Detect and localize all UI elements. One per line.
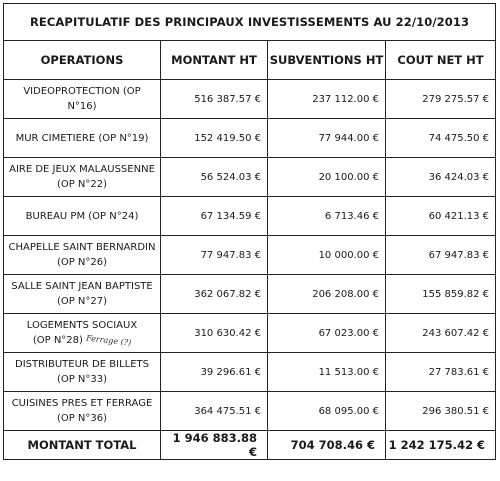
montant-cell: 364 475.51 € <box>161 392 268 431</box>
table-row <box>4 392 496 431</box>
cout-cell: 27 783.61 € <box>386 353 496 392</box>
montant-cell: 310 630.42 € <box>161 314 268 353</box>
montant-cell: 516 387.57 € <box>161 80 268 119</box>
subventions-cell: 10 000.00 € <box>268 236 386 275</box>
subventions-cell: 20 100.00 € <box>268 158 386 197</box>
subventions-cell: 68 095.00 € <box>268 392 386 431</box>
table-row <box>4 314 496 353</box>
montant-cell: 152 419.50 € <box>161 119 268 158</box>
investment-summary-sheet <box>3 3 495 477</box>
table-row <box>4 158 496 197</box>
table-row <box>4 80 496 119</box>
operation-cell: CHAPELLE SAINT BERNARDIN (OP N°26) <box>4 236 161 275</box>
subventions-cell: 67 023.00 € <box>268 314 386 353</box>
montant-cell: 362 067.82 € <box>161 275 268 314</box>
operation-cell: AIRE DE JEUX MALAUSSENNE (OP N°22) <box>4 158 161 197</box>
cout-cell: 243 607.42 € <box>386 314 496 353</box>
cout-cell: 36 424.03 € <box>386 158 496 197</box>
montant-cell: 67 134.59 € <box>161 197 268 236</box>
subventions-cell: 6 713.46 € <box>268 197 386 236</box>
cout-cell: 296 380.51 € <box>386 392 496 431</box>
header-subventions: SUBVENTIONS HT <box>268 41 386 80</box>
operation-cell: BUREAU PM (OP N°24) <box>4 197 161 236</box>
handwritten-note: Ferrage (?) <box>85 333 132 348</box>
operation-cell: MUR CIMETIERE (OP N°19) <box>4 119 161 158</box>
table-row <box>4 236 496 275</box>
total-subventions: 704 708.46 € <box>268 431 386 460</box>
operation-cell: DISTRIBUTEUR DE BILLETS (OP N°33) <box>4 353 161 392</box>
operation-cell: LOGEMENTS SOCIAUX (OP N°28) Ferrage (?) <box>4 314 161 353</box>
operation-cell: SALLE SAINT JEAN BAPTISTE (OP N°27) <box>4 275 161 314</box>
header-montant: MONTANT HT <box>161 41 268 80</box>
cout-cell: 60 421.13 € <box>386 197 496 236</box>
table-row <box>4 119 496 158</box>
total-cout: 1 242 175.42 € <box>386 431 496 460</box>
table-row <box>4 197 496 236</box>
cout-cell: 67 947.83 € <box>386 236 496 275</box>
table-row <box>4 275 496 314</box>
cout-cell: 155 859.82 € <box>386 275 496 314</box>
cout-cell: 74 475.50 € <box>386 119 496 158</box>
header-cout: COUT NET HT <box>386 41 496 80</box>
subventions-cell: 206 208.00 € <box>268 275 386 314</box>
total-label: MONTANT TOTAL <box>4 431 161 460</box>
table-title: RECAPITULATIF DES PRINCIPAUX INVESTISSEMENTS AU 22/10/2013 <box>4 4 496 41</box>
montant-cell: 56 524.03 € <box>161 158 268 197</box>
operation-cell: CUISINES PRES ET FERRAGE (OP N°36) <box>4 392 161 431</box>
subventions-cell: 11 513.00 € <box>268 353 386 392</box>
cout-cell: 279 275.57 € <box>386 80 496 119</box>
table-row <box>4 353 496 392</box>
subventions-cell: 77 944.00 € <box>268 119 386 158</box>
operation-cell: VIDEOPROTECTION (OP N°16) <box>4 80 161 119</box>
subventions-cell: 237 112.00 € <box>268 80 386 119</box>
total-montant: 1 946 883.88 € <box>161 431 268 460</box>
investment-table <box>3 3 496 460</box>
total-row <box>4 431 496 460</box>
montant-cell: 39 296.61 € <box>161 353 268 392</box>
header-operations: OPERATIONS <box>4 41 161 80</box>
montant-cell: 77 947.83 € <box>161 236 268 275</box>
